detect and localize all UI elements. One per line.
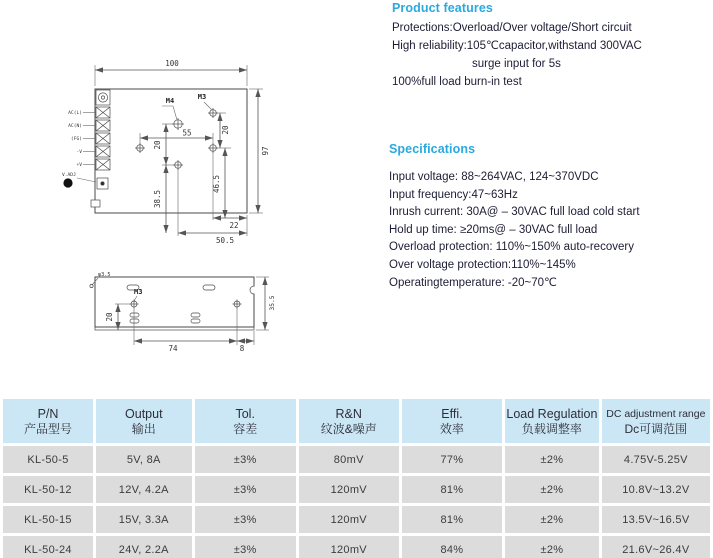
hole-dia-label: φ3.5 [98,272,111,278]
feature-line: High reliability:105℃capacitor,withstand 300VAC [392,40,642,52]
header-ripple-noise: R&N 纹波&噪声 [299,399,399,443]
header-efficiency: Effi. 效率 [402,399,503,443]
cell-load-reg: ±2% [505,536,599,558]
side-mounting-holes [130,300,242,309]
cell-ripple: 120mV [299,536,399,558]
cell-tolerance: ±3% [195,506,296,533]
vadj-potentiometer [101,182,105,186]
terminal-label-vplus: +V [76,163,82,168]
header-load-regulation: Load Regulation 负载调整率 [505,399,599,443]
side-dim-20-label: 20 [105,312,114,322]
cell-pn: KL-50-24 [3,536,93,558]
terminal-label-vminus: -V [76,150,82,155]
cell-dc-range: 13.5V~16.5V [602,506,710,533]
vadj-knob [63,178,72,187]
dim-46-5-label: 46.5 [212,174,221,194]
top-view-drawing [55,50,335,265]
model-spec-table [0,396,713,558]
spec-line: Hold up time: ≥20ms@ – 30VAC full load [389,223,598,236]
header-tolerance: Tol. 容差 [195,399,296,443]
spec-line: Over voltage protection:110%~145% [389,258,576,271]
cell-output: 12V, 4.2A [96,476,192,503]
cell-output: 15V, 3.3A [96,506,192,533]
feature-line: surge input for 5s [472,58,561,70]
cell-ripple: 120mV [299,476,399,503]
terminal-block [96,90,110,189]
cell-pn: KL-50-5 [3,446,93,473]
dim-55-label: 55 [182,128,192,138]
table-row [3,476,710,503]
spec-line: Overload protection: 110%~150% auto-recovery [389,241,634,254]
table-header-row [3,399,710,443]
cell-tolerance: ±3% [195,476,296,503]
terminal-label-acn: AC(N) [68,124,82,129]
dim-50-5-label: 50.5 [215,236,235,245]
table-row [3,446,710,473]
terminal-label-acl: AC(L) [68,111,82,116]
dim-22-label: 22 [229,221,239,230]
terminal-labels [62,110,96,188]
dim-20-right-label: 20 [221,125,230,135]
product-features-section [392,1,713,91]
product-features-title: Product features [392,1,493,15]
dim-width-label: 100 [165,59,179,68]
dim-20-center-label: 20 [153,140,162,150]
m3-screw-label: M3 [197,93,207,101]
cell-pn: KL-50-15 [3,506,93,533]
cell-pn: KL-50-12 [3,476,93,503]
cell-dc-range: 10.8V~13.2V [602,476,710,503]
cell-ripple: 80mV [299,446,399,473]
cell-dc-range: 21.6V~26.4V [602,536,710,558]
spec-line: Operatingtemperature: -20~70℃ [389,276,557,289]
header-output: Output 输出 [96,399,192,443]
cell-efficiency: 81% [402,506,503,533]
spec-line: Inrush current: 30A@ – 30VAC full load cold start [389,206,640,219]
side-m3-label: M3 [134,288,143,296]
header-pn: P/N 产品型号 [3,399,93,443]
feature-line: 100%full load burn-in test [392,76,522,88]
cell-efficiency: 77% [402,446,503,473]
feature-line: Protections:Overload/Over voltage/Short circuit [392,22,632,34]
cell-load-reg: ±2% [505,476,599,503]
header-dc-adjust-range: DC adjustment range Dc可调范围 [602,399,710,443]
case-notch [91,200,100,207]
side-outline [95,277,254,327]
cell-load-reg: ±2% [505,446,599,473]
side-dim-74-label: 74 [168,344,178,353]
specifications-title: Specifications [389,142,476,156]
dim-height-label: 97 [261,146,270,156]
m4-screw-label: M4 [165,97,175,105]
chassis-outline [95,89,247,213]
side-dim-8-label: 8 [239,344,245,353]
table-row [3,536,710,558]
cell-tolerance: ±3% [195,536,296,558]
cell-efficiency: 81% [402,476,503,503]
specifications-section [389,142,711,292]
vadj-label: V.ADJ [62,173,76,178]
cell-output: 5V, 8A [96,446,192,473]
side-dim-35-5-label: 35.5 [269,295,276,311]
spec-line: Input frequency:47~63Hz [389,188,518,201]
cell-tolerance: ±3% [195,446,296,473]
table-row [3,506,710,533]
cell-ripple: 120mV [299,506,399,533]
spec-line: Input voltage: 88~264VAC, 124~370VDC [389,171,599,183]
cell-efficiency: 84% [402,536,503,558]
dim-38-5-label: 38.5 [153,189,162,209]
side-view-drawing [85,265,310,380]
cell-load-reg: ±2% [505,506,599,533]
cell-dc-range: 4.75V-5.25V [602,446,710,473]
cell-output: 24V, 2.2A [96,536,192,558]
terminal-label-fg: (FG) [70,137,82,142]
